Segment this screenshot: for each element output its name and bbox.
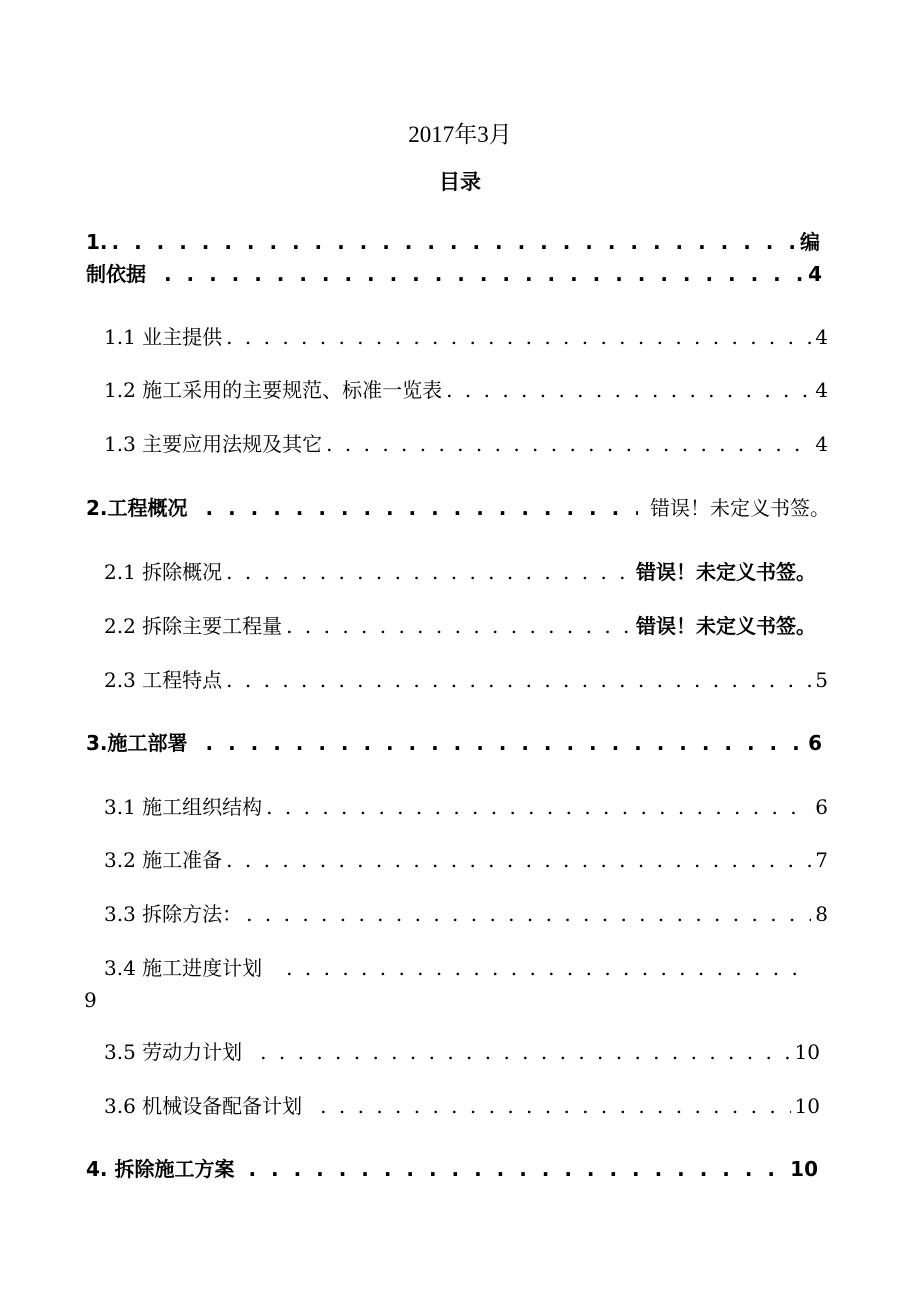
dot-leader <box>226 323 811 351</box>
toc-entry-3-6[interactable] <box>104 1092 820 1120</box>
toc-entry-page: 错误！未定义书签。 <box>636 560 816 584</box>
toc-entry-1-3[interactable] <box>104 430 828 458</box>
dot-leader <box>226 846 811 874</box>
toc-entry-1-label: 制依据 <box>86 262 146 286</box>
toc-entry-label: 3.5 劳动力计划 <box>104 1040 243 1064</box>
toc-entry-2[interactable] <box>86 494 830 522</box>
toc-entry-1-2[interactable] <box>104 376 828 404</box>
dot-leader <box>164 260 804 288</box>
toc-entry-1-number: 1. <box>86 230 108 254</box>
toc-entry-page: 10 <box>794 1040 820 1064</box>
toc-entry-label: 3.1 施工组织结构 <box>104 795 263 819</box>
toc-entry-page: 10 <box>790 1157 818 1181</box>
toc-entry-page: 6 <box>808 731 822 755</box>
toc-entry-2-3[interactable] <box>104 666 828 694</box>
toc-entry-label: 3.6 机械设备配备计划 <box>104 1094 303 1118</box>
toc-entry-3[interactable] <box>86 729 822 757</box>
toc-entry-page: 4 <box>815 432 828 456</box>
toc-entry-label: 1.2 施工采用的主要规范、标准一览表 <box>104 378 443 402</box>
toc-entry-page: 错误！未定义书签。 <box>636 614 816 638</box>
toc-entry-label: 4. 拆除施工方案 <box>86 1157 235 1181</box>
toc-entry-label: 2.工程概况 <box>86 496 188 520</box>
toc-entry-1-line2[interactable] <box>86 260 822 288</box>
toc-entry-1-wrap-char: 编 <box>800 230 820 254</box>
toc-entry-page: 6 <box>815 795 828 819</box>
toc-entry-3-4[interactable] <box>104 954 814 982</box>
toc-entry-3-4-page: 9 <box>84 988 97 1012</box>
dot-leader <box>260 1038 790 1066</box>
toc-entry-2-1[interactable] <box>104 558 816 586</box>
dot-leader <box>286 954 810 982</box>
toc-entry-label: 3.施工部署 <box>86 731 188 755</box>
dot-leader <box>226 558 632 586</box>
dot-leader <box>226 666 811 694</box>
dot-leader <box>246 900 811 928</box>
dot-leader <box>206 729 799 757</box>
toc-entry-label: 3.2 施工准备 <box>104 848 223 872</box>
toc-entry-page: 7 <box>815 848 828 872</box>
document-date: 2017年3月 <box>408 122 512 147</box>
toc-entry-label: 1.3 主要应用法规及其它 <box>104 432 323 456</box>
toc-entry-4[interactable] <box>86 1155 818 1183</box>
toc-title: 目录 <box>439 170 481 194</box>
dot-leader <box>446 376 811 404</box>
toc-entry-label: 3.3 拆除方法： <box>104 902 243 926</box>
toc-entry-page: 4 <box>815 325 828 349</box>
toc-entry-3-2[interactable] <box>104 846 828 874</box>
toc-entry-page: 10 <box>794 1094 820 1118</box>
toc-entry-label: 3.4 施工进度计划 <box>104 956 263 980</box>
toc-entry-page: 错误！未定义书签。 <box>650 496 830 520</box>
dot-leader <box>206 494 638 522</box>
dot-leader <box>286 612 632 640</box>
toc-entry-label: 2.1 拆除概况 <box>104 560 223 584</box>
toc-entry-page: 4 <box>815 378 828 402</box>
dot-leader <box>320 1092 790 1120</box>
toc-entry-label: 2.3 工程特点 <box>104 668 223 692</box>
toc-entry-1-1[interactable] <box>104 323 828 351</box>
toc-entry-1-page: 4 <box>808 262 822 286</box>
toc-entry-3-3[interactable] <box>104 900 828 928</box>
dot-leader <box>326 430 811 458</box>
dot-leader <box>266 793 811 821</box>
toc-entry-label: 1.1 业主提供 <box>104 325 223 349</box>
toc-entry-label: 2.2 拆除主要工程量 <box>104 614 283 638</box>
dot-leader <box>248 1155 780 1183</box>
toc-entry-3-5[interactable] <box>104 1038 820 1066</box>
toc-entry-2-2[interactable] <box>104 612 816 640</box>
toc-entry-1-line1[interactable] <box>86 228 820 256</box>
dot-leader <box>112 228 796 256</box>
toc-entry-3-1[interactable] <box>104 793 828 821</box>
toc-entry-page: 5 <box>815 668 828 692</box>
toc-entry-page: 8 <box>815 902 828 926</box>
